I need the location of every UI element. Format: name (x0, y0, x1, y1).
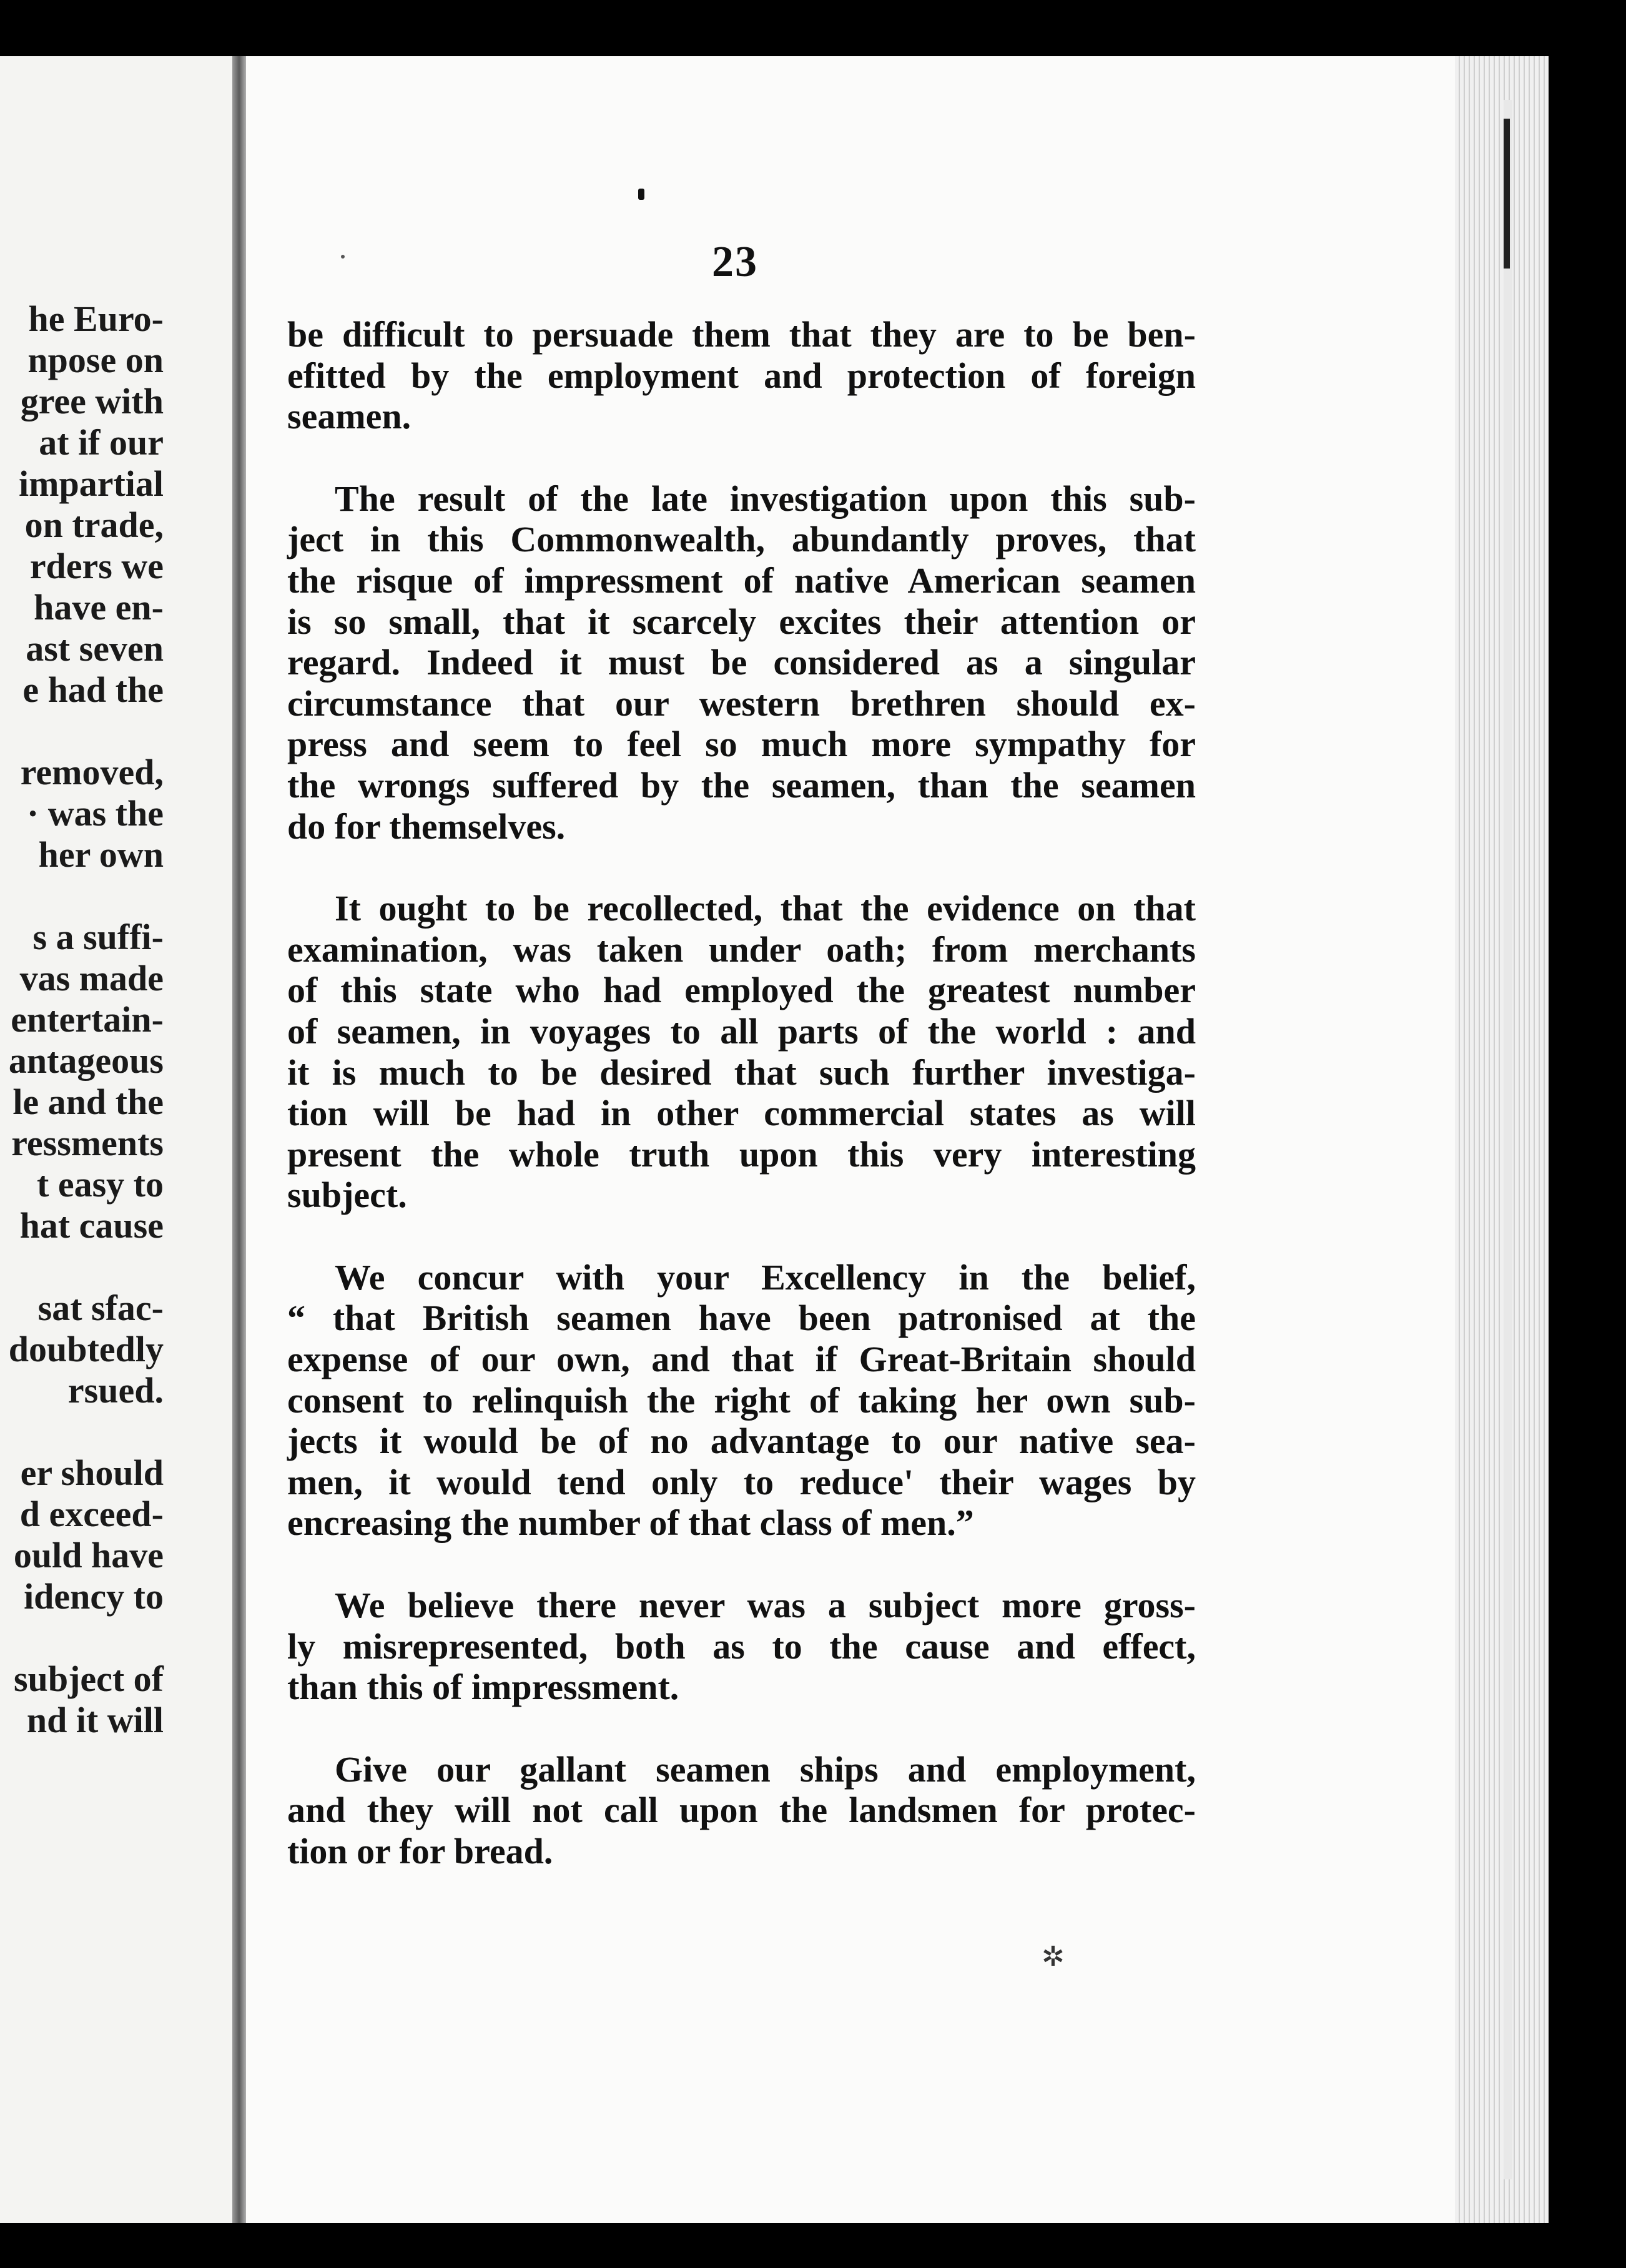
text-line: present the whole truth upon this very interesting (287, 1133, 1196, 1175)
text-line: ject in this Commonwealth, abundantly proves, that (287, 519, 1196, 560)
text-line: circumstance that our western brethren should ex- (287, 683, 1196, 724)
text-line: “ that British seamen have been patronised at the (287, 1298, 1196, 1339)
left-page-line: ressments (11, 1123, 164, 1163)
left-page-line: removed, (20, 752, 164, 792)
ink-blot-ornament: ✲ (1042, 1941, 1065, 1972)
left-page-line (0, 1411, 164, 1452)
left-page-line: s a suffi- (32, 917, 164, 957)
text-line: press and seem to feel so much more sympathy for (287, 724, 1196, 765)
ink-speck-small (341, 255, 345, 259)
left-page-line: sat sfac- (37, 1288, 164, 1328)
text-line: of this state who had employed the greatest number (287, 970, 1196, 1011)
left-page-line: nd it will (26, 1700, 164, 1740)
text-line: be difficult to persuade them that they are to be ben- (287, 314, 1196, 355)
left-page-line (0, 1246, 164, 1288)
left-page-line: doubtedly (8, 1329, 164, 1369)
left-page-line: idency to (24, 1576, 164, 1617)
left-page-text (0, 298, 164, 1741)
book-gutter (232, 56, 246, 2223)
text-line: subject. (287, 1175, 407, 1216)
text-line: We concur with your Excellency in the belief, (335, 1256, 1196, 1298)
left-page-line: subject of (13, 1659, 164, 1699)
text-line: and they will not call upon the landsmen for protec- (287, 1790, 1196, 1831)
text-line: examination, was taken under oath; from merchants (287, 929, 1196, 970)
paragraph (287, 1585, 1196, 1708)
page-body-text (287, 314, 1196, 1913)
text-line: tion will be had in other commercial states as will (287, 1093, 1196, 1134)
ink-speck (638, 189, 644, 200)
text-line: jects it would be of no advantage to our native sea- (287, 1421, 1196, 1462)
left-page-line: ast seven (26, 628, 164, 669)
text-line: of seamen, in voyages to all parts of the world : and (287, 1010, 1196, 1052)
left-page-line: impartial (19, 463, 164, 504)
left-page-line (0, 1617, 164, 1659)
page-number: 23 (712, 238, 758, 286)
text-line: The result of the late investigation upon this sub- (335, 478, 1196, 519)
page-edge-strip (1504, 100, 1512, 2179)
text-line: is so small, that it scarcely excites their attention or (287, 601, 1196, 642)
text-line: Give our gallant seamen ships and employment, (335, 1748, 1196, 1790)
left-page-line: on trade, (24, 505, 164, 545)
page-edges (1455, 56, 1549, 2223)
left-page-line: er should (20, 1452, 164, 1493)
text-line: It ought to be recollected, that the evidence on that (335, 888, 1196, 929)
text-line: efitted by the employment and protection of foreign (287, 355, 1196, 396)
left-page-line: ould have (13, 1535, 164, 1575)
left-page-line (0, 711, 164, 752)
paragraph (287, 478, 1196, 847)
text-line: tion or for bread. (287, 1831, 553, 1871)
text-line: the wrongs suffered by the seamen, than the seamen (287, 764, 1196, 806)
left-page-line: · was the (26, 793, 164, 834)
text-line: encreasing the number of that class of men.” (287, 1502, 974, 1544)
paragraph (287, 1749, 1196, 1872)
text-line: ly misrepresented, both as to the cause and effect, (287, 1625, 1196, 1667)
paragraph (287, 888, 1196, 1216)
text-line: We believe there never was a subject more gross- (335, 1585, 1196, 1626)
left-page-line: antageous (8, 1040, 164, 1081)
page-edge-mark (1504, 119, 1510, 269)
left-page-line: he Euro- (28, 298, 164, 339)
left-page-line: t easy to (37, 1164, 164, 1205)
left-page-line: npose on (27, 340, 164, 380)
left-page-line: le and the (12, 1082, 164, 1122)
text-line: regard. Indeed it must be considered as a singular (287, 642, 1196, 683)
text-line: seamen. (287, 396, 411, 437)
left-page-line: rsued. (67, 1370, 164, 1411)
text-line: do for themselves. (287, 806, 566, 847)
left-page-line: d exceed- (19, 1494, 164, 1534)
left-page-line (0, 875, 164, 917)
left-page-line: her own (38, 834, 164, 875)
left-page-line: vas made (19, 958, 164, 998)
text-line: it is much to be desired that such further investiga- (287, 1052, 1196, 1093)
left-facing-page (0, 56, 237, 2223)
text-line: expense of our own, and that if Great-Britain should (287, 1339, 1196, 1380)
left-page-line: entertain- (11, 999, 164, 1040)
text-line: consent to relinquish the right of taking her own sub- (287, 1379, 1196, 1421)
text-line: the risque of impressment of native American seamen (287, 560, 1196, 601)
paragraph (287, 314, 1196, 437)
text-line: men, it would tend only to reduce' their wages by (287, 1461, 1196, 1502)
left-page-line: e had the (22, 669, 164, 710)
text-line: than this of impressment. (287, 1667, 679, 1708)
left-page-line: gree with (20, 381, 164, 422)
left-page-line: hat cause (19, 1205, 164, 1246)
left-page-line: rders we (29, 546, 164, 586)
left-page-line: at if our (39, 422, 164, 463)
paragraph (287, 1257, 1196, 1544)
left-page-line: have en- (34, 587, 164, 628)
